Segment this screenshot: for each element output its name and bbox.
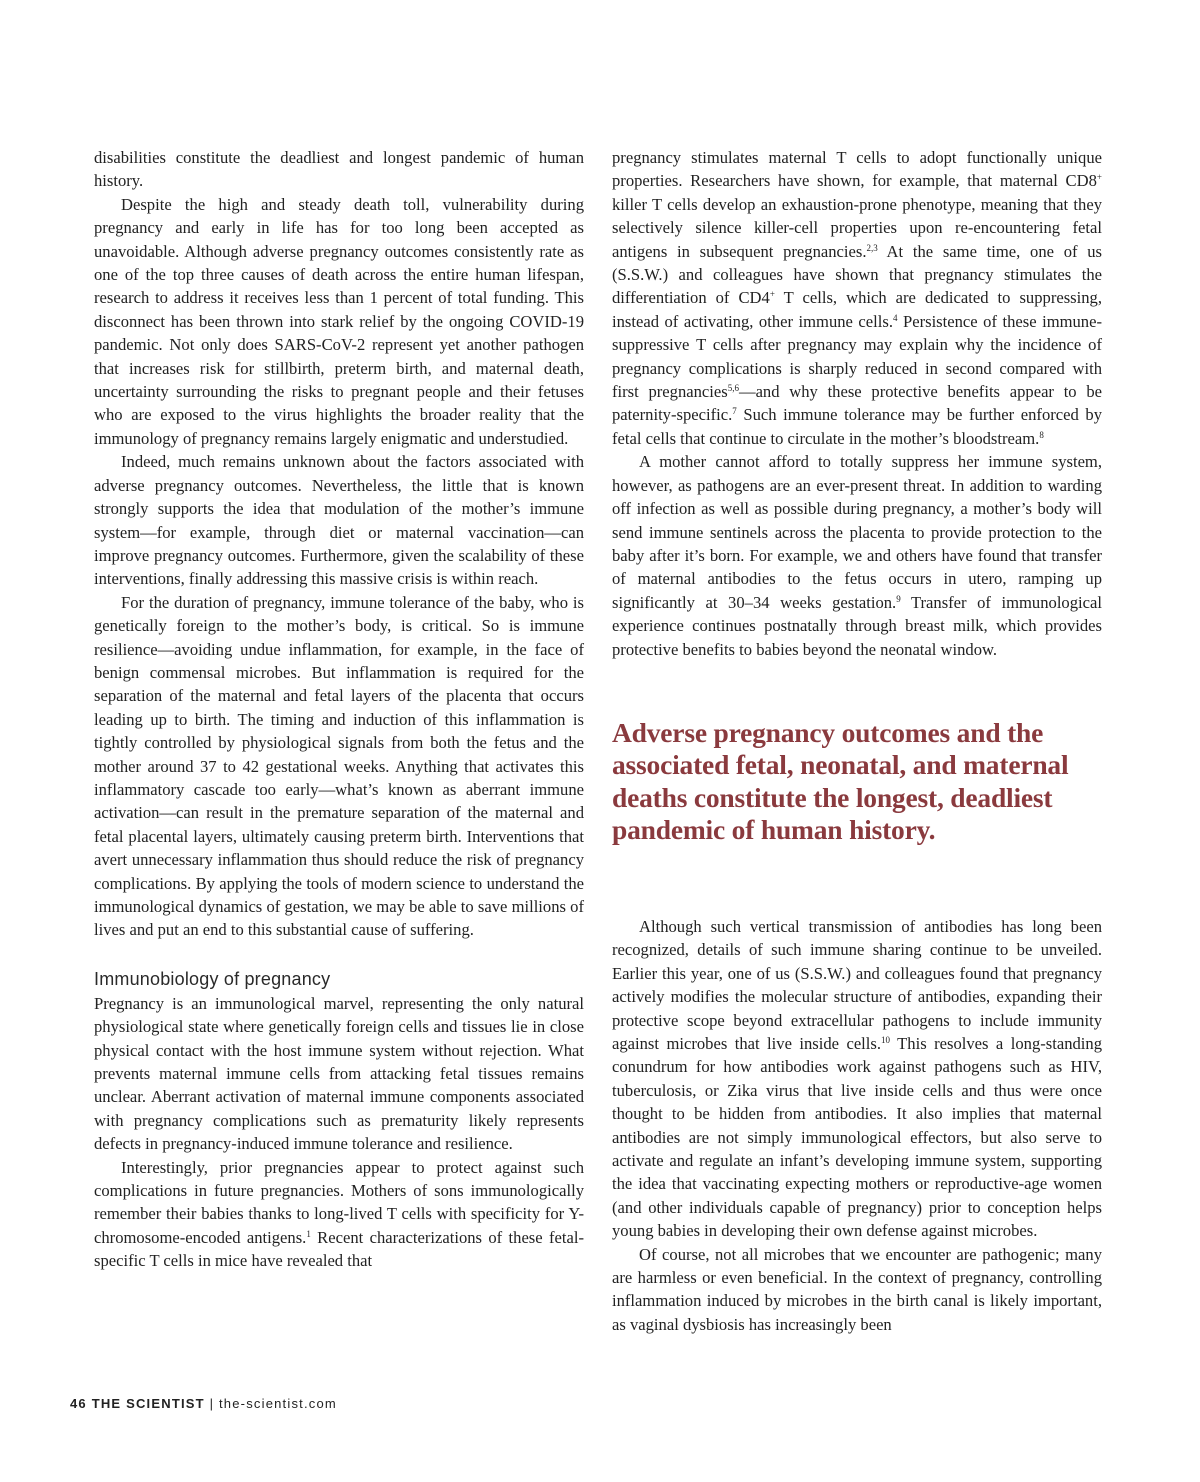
body-paragraph: Indeed, much remains unknown about the factors associated with adverse pregnancy outcomes. Nevertheless, the little that is known strongly supports the idea that modulation of the mother’s immune system—for example, through diet or maternal vaccination—can improve pregnancy outcomes. Furthermore, given the scalability of these interventions, finally addressing this massive crisis is within reach.: [94, 452, 584, 589]
text-run: T cells, which are dedicated to suppressing, instead of activating, other immune cells.: [612, 288, 1102, 331]
footer-separator: |: [209, 1396, 215, 1411]
page-number: 46: [70, 1396, 87, 1411]
body-paragraph: Pregnancy is an immunological marvel, representing the only natural physiological state where genetically foreign cells and tissues lie in close physical contact with the host immune system without rejection. What prevents maternal immune cells from attacking fetal tissues remains unclear. Aberrant activation of maternal immune components associated with pregnancy complications such as prematurity likely represents defects in pregnancy-induced immune tolerance and resilience.: [94, 993, 584, 1154]
text-run: Although such vertical transmission of antibodies has long been recognized, details of such immune sharing continue to be unveiled. Earlier this year, one of us (S.S.W.) and colleagues found that pregnancy actively modifies the molecular structure of antibodies, expanding their protective scope beyond extracellular pathogens to include immunity against microbes that live inside cells.: [612, 916, 1102, 1053]
left-column: [94, 146, 584, 1273]
citation-superscript: 1: [306, 1228, 311, 1239]
text-run: A mother cannot afford to totally suppress her immune system, however, as pathogens are an ever-present threat. In addition to warding off infection as well as possible during pregnancy, a mother’s body will send immune sentinels across the placenta to provide protection to the baby after it’s born. For example, we and others have found that transfer of maternal antibodies to the fetus occurs in utero, ramping up significantly at 30–34 weeks gestation.: [612, 452, 1102, 612]
citation-superscript: 7: [732, 406, 737, 417]
body-paragraph: Despite the high and steady death toll, vulnerability during pregnancy and early in life has for too long been accepted as unavoidable. Although adverse pregnancy outcomes consistently rate as one of the top three causes of death across the entire human lifespan, research to address it receives less than 1 percent of total funding. This disconnect has been thrown into stark relief by the ongoing COVID-19 pandemic. Not only does SARS-CoV-2 represent yet another pathogen that increases risk for stillbirth, preterm birth, and maternal death, uncertainty surrounding the risks to pregnant people and their fetuses who are exposed to the virus highlights the broader reality that the immunology of pregnancy remains largely enigmatic and understudied.: [94, 194, 584, 448]
text-run: Transfer of immunological experience continues postnatally through breast milk, which provides protective benefits to babies beyond the neonatal window.: [612, 592, 1102, 659]
text-run: At the same time, one of us (S.S.W.) and colleagues have shown that pregnancy stimulates the differentiation of CD4: [612, 241, 1102, 308]
citation-superscript: 4: [892, 312, 898, 323]
citation-superscript: 9: [896, 593, 901, 604]
page-footer: [70, 1396, 337, 1411]
citation-superscript: 10: [881, 1034, 891, 1045]
text-run: Recent characterizations of these fetal-specific T cells in mice have revealed that: [94, 1227, 584, 1271]
text-run: pregnancy stimulates maternal T cells to adopt functionally unique properties. Researchers have shown, for example, that maternal CD8: [612, 148, 1102, 191]
body-paragraph: [94, 1156, 584, 1273]
citation-superscript: +: [1096, 172, 1102, 183]
magazine-name: THE SCIENTIST: [91, 1396, 205, 1411]
body-paragraph: [612, 915, 1102, 1243]
footer-url: the-scientist.com: [219, 1396, 337, 1411]
body-paragraph: [612, 450, 1102, 661]
text-run: Persistence of these immune-suppressive T cells after pregnancy may explain why the incidence of pregnancy complications is sharply reduced in second compared with first pregnancies: [612, 311, 1102, 402]
citation-superscript: 8: [1039, 429, 1044, 440]
text-run: Such immune tolerance may be further enforced by fetal cells that continue to circulate in the mother’s bloodstream.: [612, 405, 1102, 448]
citation-superscript: +: [769, 289, 775, 300]
text-run: This resolves a long-standing conundrum for how antibodies work against pathogens such as HIV, tuberculosis, or Zika virus that live inside cells and thus were once thought to be hidden from antibodies. It also implies that maternal antibodies are not simply immunological effectors, but also serve to activate and regulate an infant’s developing immune system, supporting the idea that vaccinating expecting mothers or reproductive-age women (and other individuals capable of pregnancy) prior to conception helps young babies in developing their own defense against microbes.: [612, 1033, 1102, 1241]
text-run: killer T cells develop an exhaustion-prone phenotype, meaning that they selectively silence killer-cell properties upon re-encountering fetal antigens in subsequent pregnancies.: [612, 194, 1102, 261]
section-heading: Immunobiology of pregnancy: [94, 968, 331, 989]
body-paragraph: [612, 146, 1102, 450]
citation-superscript: 2,3: [866, 242, 878, 253]
body-paragraph: For the duration of pregnancy, immune tolerance of the baby, who is genetically foreign to the mother’s body, is critical. So is immune resilience—avoiding undue inflammation, for example, in the face of benign commensal microbes. But inflammation is required for the separation of the maternal and fetal layers of the placenta that occurs leading up to birth. The timing and induction of this inflammation is tightly controlled by physiological signals from both the fetus and the mother around 37 to 42 gestational weeks. Anything that activates this inflammatory cascade too early—what’s known as aberrant immune activation—can result in the premature separation of the maternal and fetal placental layers, ultimately causing preterm birth. Interventions that avert unnecessary inflammation thus should reduce the risk of pregnancy complications. By applying the tools of modern science to understand the immunological dynamics of gestation, we may be able to save millions of lives and put an end to this substantial cause of suffering.: [94, 592, 584, 940]
text-run: —and why these protective benefits appear to be paternity-specific.: [612, 382, 1103, 425]
text-run: Interestingly, prior pregnancies appear to protect against such complications in future pregnancies. Mothers of sons immunologically remember their babies thanks to long-lived T cells with specificity for Y-chromosome-encoded antigens.: [94, 1157, 584, 1247]
citation-superscript: 5,6: [727, 383, 739, 394]
body-paragraph: Of course, not all microbes that we encounter are pathogenic; many are harmless or even beneficial. In the context of pregnancy, controlling inflammation induced by microbes in the birth canal is likely important, as vaginal dysbiosis has increasingly been: [612, 1244, 1102, 1334]
pull-quote: Adverse pregnancy outcomes and the associated fetal, neonatal, and maternal deaths constitute the longest, deadliest pandemic of human history.: [612, 716, 1069, 846]
right-column: [612, 146, 1102, 1336]
body-paragraph: disabilities constitute the deadliest and longest pandemic of human history.: [94, 148, 584, 191]
